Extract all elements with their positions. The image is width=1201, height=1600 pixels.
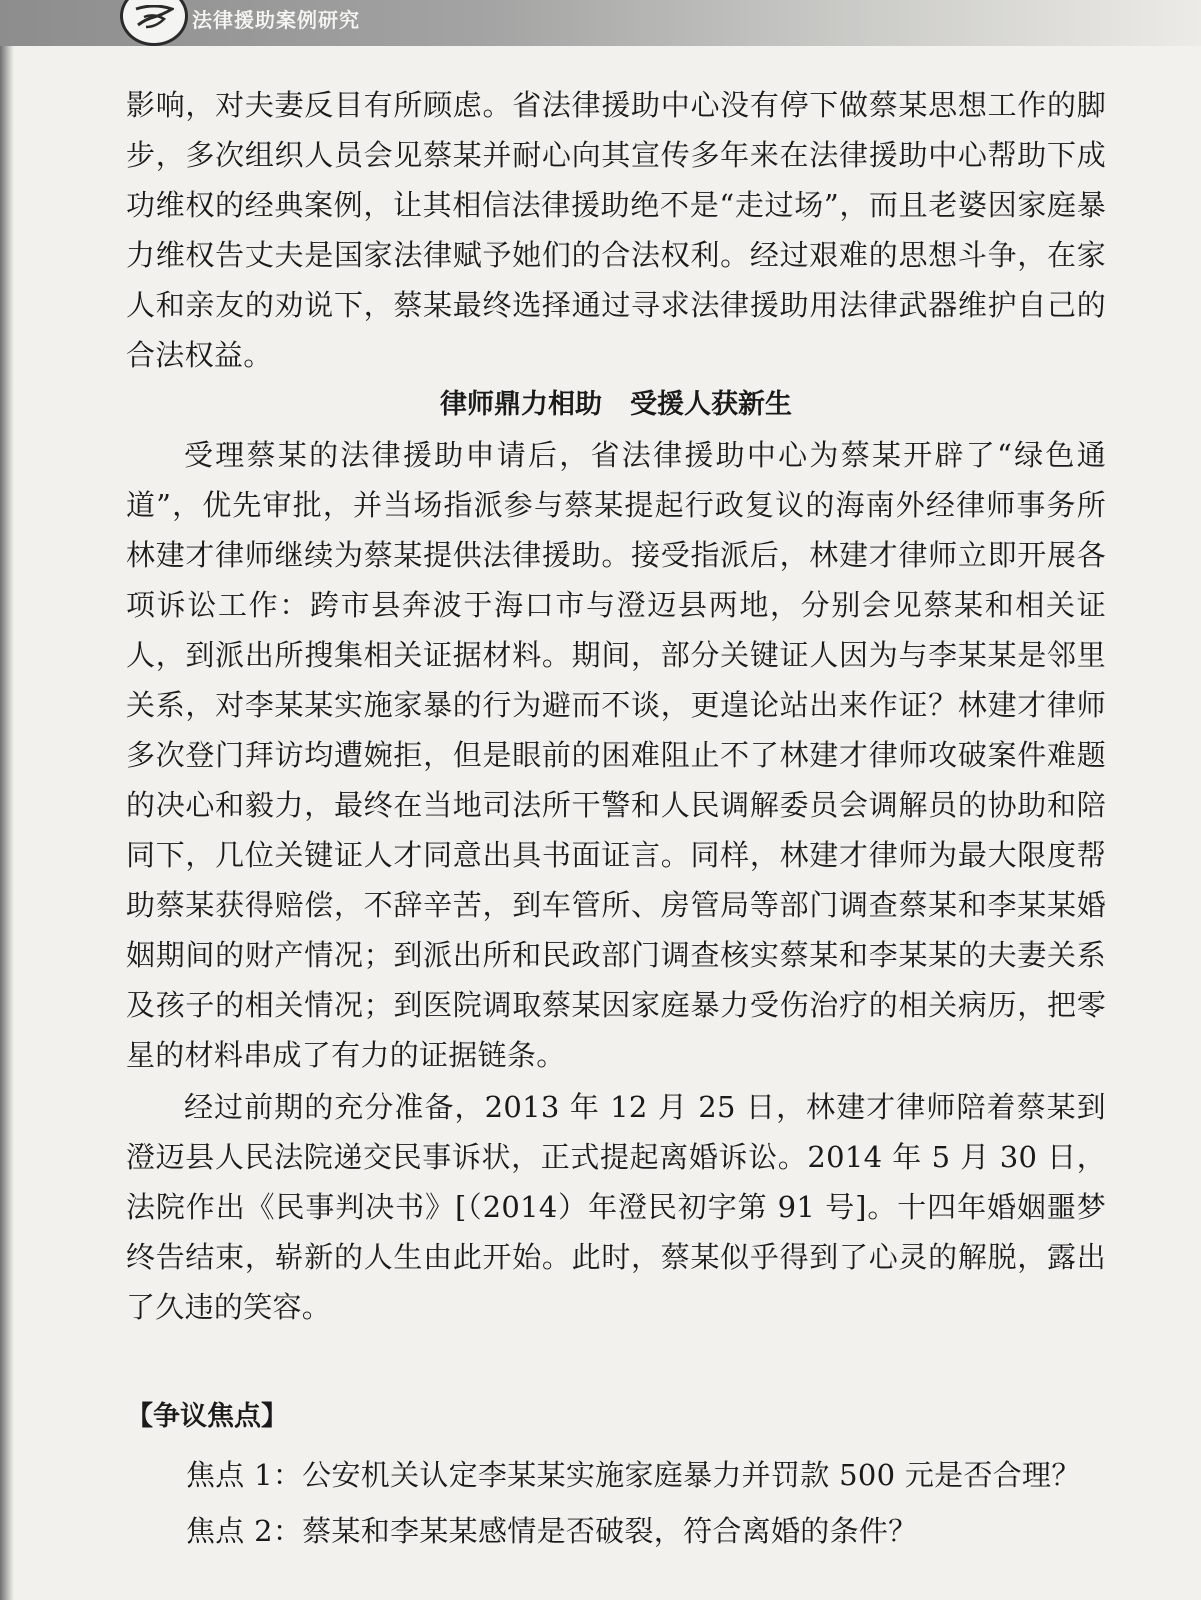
- page-spine-shadow: [0, 0, 14, 1600]
- paragraph-continued: 影响，对夫妻反目有所顾虑。省法律援助中心没有停下做蔡某思想工作的脚步，多次组织人员会见蔡某并耐心向其宣传多年来在法律援助中心帮助下成功维权的经典案例，让其相信法律援助绝不是“走过场”，而且老婆因家庭暴力维权告丈夫是国家法律赋予她们的合法权利。经过艰难的思想斗争，在家人和亲友的劝说下，蔡某最终选择通过寻求法律援助用法律武器维护自己的合法权益。: [126, 88, 1106, 372]
- paragraph-divorce-judgment: 经过前期的充分准备，2013 年 12 月 25 日，林建才律师陪着蔡某到澄迈县人民法院递交民事诉状，正式提起离婚诉讼。2014 年 5 月 30 日，法院作出《民事判决书》[（2014）年澄民初字第 91 号]。十四年婚姻噩梦终告结束，崭新的人生由此开始。此时，蔡某似乎得到了心灵的解脱，露出了久违的笑容。: [126, 1090, 1106, 1324]
- running-title: 法律援助案例研究: [192, 8, 360, 32]
- paragraph-lawyer-assistance: 受理蔡某的法律援助申请后，省法律援助中心为蔡某开辟了“绿色通道”，优先审批，并当场指派参与蔡某提起行政复议的海南外经律师事务所林建才律师继续为蔡某提供法律援助。接受指派后，林建才律师立即开展各项诉讼工作：跨市县奔波于海口市与澄迈县两地，分别会见蔡某和相关证人，到派出所搜集相关证据材料。期间，部分关键证人因为与李某某是邻里关系，对李某某实施家暴的行为避而不谈，更遑论站出来作证？林建才律师多次登门拜访均遭婉拒，但是眼前的困难阻止不了林建才律师攻破案件难题的决心和毅力，最终在当地司法所干警和人民调解委员会调解员的协助和陪同下，几位关键证人才同意出具书面证言。同样，林建才律师为最大限度帮助蔡某获得赔偿，不辞辛苦，到车管所、房管局等部门调查蔡某和李某某婚姻期间的财产情况；到派出所和民政部门调查核实蔡某和李某某的夫妻关系及孩子的相关情况；到医院调取蔡某因家庭暴力受伤治疗的相关病历，把零星的材料串成了有力的证据链条。: [126, 438, 1106, 1072]
- focus-item-1: 焦点 1：公安机关认定李某某实施家庭暴力并罚款 500 元是否合理？: [186, 1458, 1081, 1492]
- section-heading: [126, 380, 1106, 430]
- emblem-logo: [120, 0, 188, 46]
- section-heading-part1: 律师鼎力相助: [440, 389, 602, 420]
- dispute-focus-title: 【争议焦点】: [126, 1401, 288, 1432]
- page-body: [126, 80, 1106, 1332]
- focus-item-2: 焦点 2：蔡某和李某某感情是否破裂，符合离婚的条件？: [186, 1514, 918, 1548]
- emblem-icon: [134, 5, 174, 31]
- section-heading-part2: 受援人获新生: [630, 389, 792, 420]
- running-header: [0, 0, 1201, 46]
- dispute-focus-list: [186, 1447, 1086, 1559]
